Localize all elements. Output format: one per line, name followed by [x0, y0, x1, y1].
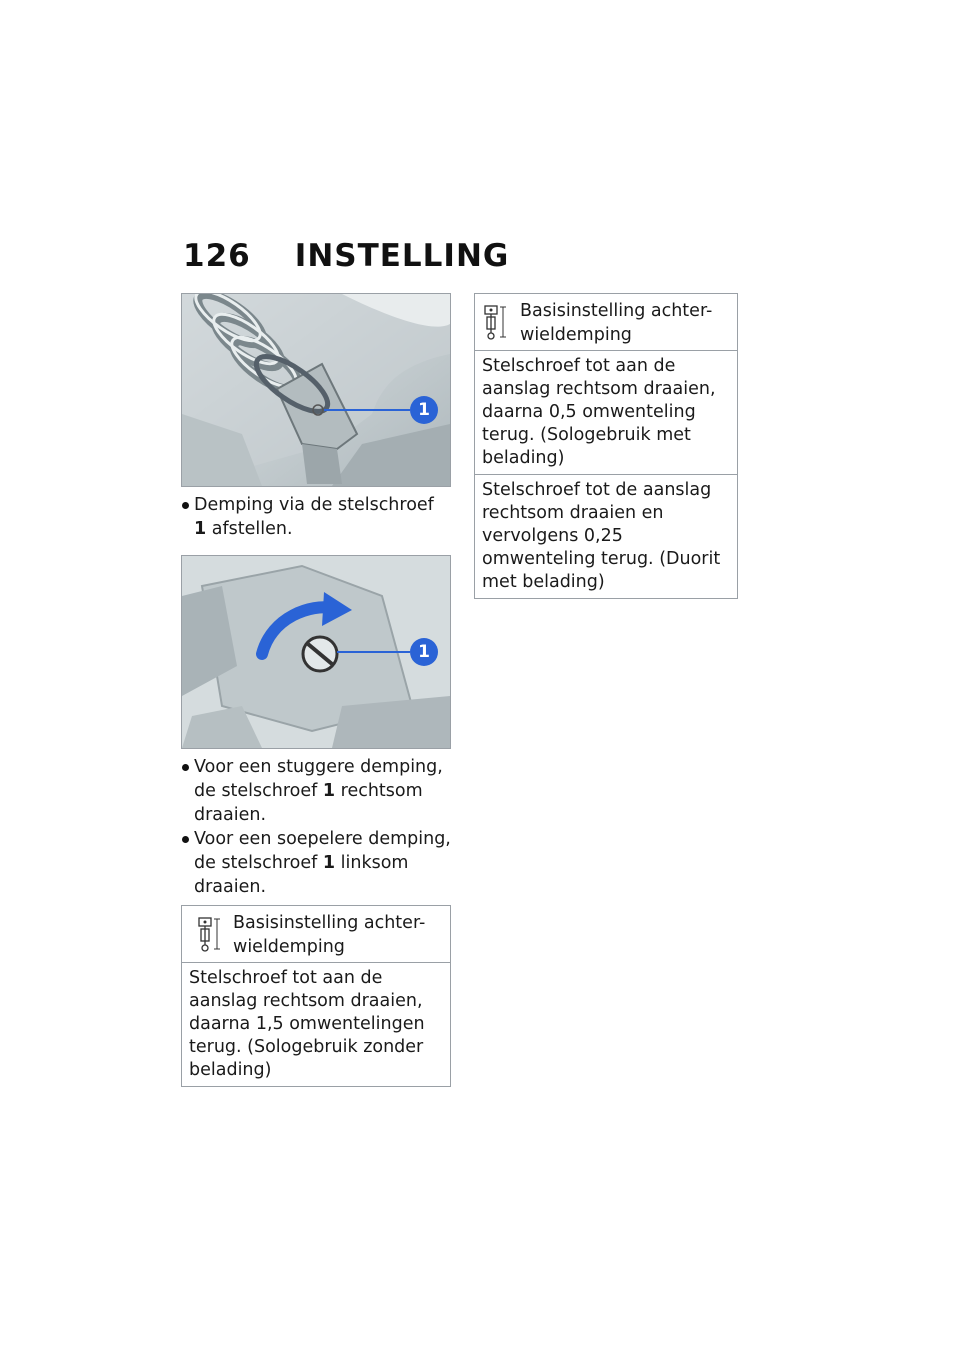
bullet-list-2 — [181, 755, 451, 899]
figure-shock-absorber — [181, 293, 451, 487]
right-column — [474, 293, 736, 599]
page-number: 126 — [183, 238, 251, 274]
info-box-with-load — [474, 293, 738, 599]
info-box-title: Basisinstelling achter- wieldemping — [520, 301, 713, 345]
info-box-title: Basisinstelling achter- wieldemping — [233, 913, 426, 957]
page-header — [183, 238, 509, 274]
section-title: INSTELLING — [294, 238, 510, 274]
info-box-header — [475, 294, 737, 351]
list-item: Demping via de stelschroef 1 afstellen. — [181, 493, 451, 541]
left-column — [181, 293, 451, 1087]
figure-adjuster-screw — [181, 555, 451, 749]
info-box-row: Stelschroef tot aan de aanslag rechtsom draaien, daarna 1,5 omwentelingen terug. (Sologebruik zonder belading) — [189, 968, 425, 1080]
shock-absorber-icon — [198, 915, 222, 959]
callout-1: 1 — [410, 638, 438, 666]
info-box-header — [182, 906, 450, 963]
list-item: Voor een stuggere demping, de stelschroef 1 rechtsom draaien. — [181, 755, 451, 827]
info-box-row: Stelschroef tot aan de aanslag rechtsom draaien, daarna 0,5 omwenteling terug. (Sologebruik met belading) — [482, 356, 716, 468]
callout-1: 1 — [410, 396, 438, 424]
info-box-row: Stelschroef tot de aanslag rechtsom draaien en vervolgens 0,25 omwenteling terug. (Duorit met belading) — [475, 474, 737, 598]
bullet-list-1 — [181, 493, 451, 541]
list-item: Voor een soepelere demping, de stelschroef 1 linksom draaien. — [181, 827, 451, 899]
shock-absorber-icon — [484, 303, 508, 347]
info-box-solo-no-load — [181, 905, 451, 1087]
